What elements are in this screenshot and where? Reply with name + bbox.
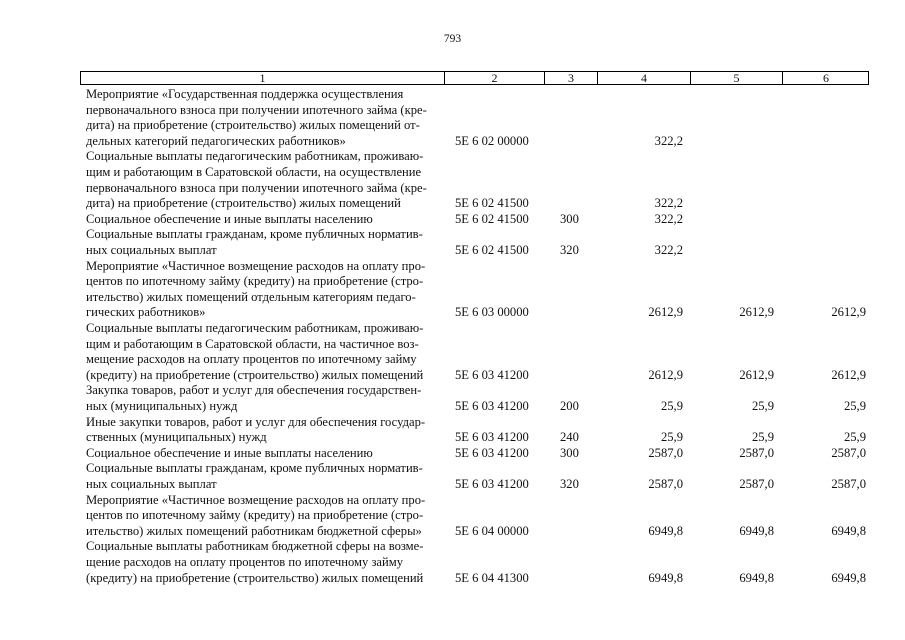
description-line: Социальные выплаты работникам бюджетной сферы на возме- xyxy=(86,539,424,554)
row-value-col5: 2612,9 xyxy=(739,305,774,320)
row-description xyxy=(86,446,441,462)
description-line: Иные закупки товаров, работ и услуг для обеспечения госудaр- xyxy=(86,414,426,429)
row-type: 300 xyxy=(560,445,579,460)
row-code: 5Е 6 02 41500 xyxy=(455,211,529,226)
row-code: 5Е 6 03 41200 xyxy=(455,445,529,460)
row-code: 5Е 6 03 41200 xyxy=(455,430,529,445)
description-line: щим и работающим в Саратовской области, на частичное воз- xyxy=(86,336,419,351)
row-value-col6: 25,9 xyxy=(843,398,866,413)
description-line: ственных (муниципальных) нужд xyxy=(86,430,267,445)
description-line: Мероприятие «Частичное возмещение расходов на оплату про- xyxy=(86,492,426,507)
row-description xyxy=(86,149,441,211)
row-value-col4: 25,9 xyxy=(660,398,683,413)
header-col-1: 1 xyxy=(259,71,266,85)
row-description xyxy=(86,461,441,492)
row-value-col5: 2587,0 xyxy=(739,476,774,491)
row-code: 5Е 6 03 41200 xyxy=(455,367,529,382)
row-value-col4: 2612,9 xyxy=(648,305,683,320)
row-value-col4: 2587,0 xyxy=(648,476,683,491)
description-line: первоначального взноса при получении ипотечного займа (кре- xyxy=(86,180,427,195)
description-line: ных социальных выплат xyxy=(86,242,217,257)
description-line: Социальные выплаты педагогическим работникам, проживаю- xyxy=(86,149,424,164)
row-value-col4: 322,2 xyxy=(654,242,683,257)
row-code: 5Е 6 03 00000 xyxy=(455,305,529,320)
description-line: дита) на приобретение (строительство) жилых помещений xyxy=(86,196,401,211)
description-line: Мероприятие «Частичное возмещение расходов на оплату про- xyxy=(86,258,426,273)
table-row xyxy=(0,493,905,540)
row-value-col4: 322,2 xyxy=(654,196,683,211)
header-col-3: 3 xyxy=(544,72,597,84)
description-line: Закупка товаров, работ и услуг для обеспечения государствен- xyxy=(86,383,422,398)
description-line: ных социальных выплат xyxy=(86,476,217,491)
row-value-col6: 2587,0 xyxy=(831,445,866,460)
description-line: (кредиту) на приобретение (строительство) жилых помещений xyxy=(86,367,424,382)
row-description xyxy=(86,539,441,586)
row-code: 5Е 6 04 00000 xyxy=(455,523,529,538)
description-line: Социальные выплаты гражданам, кроме публичных норматив- xyxy=(86,461,423,476)
row-value-col4: 322,2 xyxy=(654,211,683,226)
row-value-col6: 6949,8 xyxy=(831,523,866,538)
row-description xyxy=(86,415,441,446)
row-description xyxy=(86,227,441,258)
row-value-col5: 6949,8 xyxy=(739,523,774,538)
description-line: Социальные выплаты гражданам, кроме публичных норматив- xyxy=(86,227,423,242)
row-value-col5: 6949,8 xyxy=(739,570,774,585)
row-value-col5: 2612,9 xyxy=(739,367,774,382)
description-line: щение расходов на оплату процентов по ипотечному займу xyxy=(86,554,404,569)
row-type: 300 xyxy=(560,211,579,226)
description-line: дита) на приобретение (строительство) жилых помещений от- xyxy=(86,118,420,133)
row-description xyxy=(86,212,441,228)
row-value-col5: 25,9 xyxy=(751,430,774,445)
row-value-col5: 25,9 xyxy=(751,398,774,413)
row-description xyxy=(86,383,441,414)
table-row xyxy=(0,539,905,586)
row-code: 5Е 6 02 41500 xyxy=(455,242,529,257)
row-value-col6: 25,9 xyxy=(843,430,866,445)
row-code: 5Е 6 02 00000 xyxy=(455,133,529,148)
row-value-col5: 2587,0 xyxy=(739,445,774,460)
row-description xyxy=(86,259,441,321)
table-row xyxy=(0,227,905,258)
row-value-col6: 2612,9 xyxy=(831,305,866,320)
row-code: 5Е 6 04 41300 xyxy=(455,570,529,585)
description-line: центов по ипотечному займу (кредиту) на приобретение (стро- xyxy=(86,508,424,523)
table-row xyxy=(0,415,905,446)
row-code: 5Е 6 03 41200 xyxy=(455,398,529,413)
header-col-5: 5 xyxy=(690,72,782,84)
row-value-col6: 2612,9 xyxy=(831,367,866,382)
page-number: 793 xyxy=(443,33,462,45)
description-line: ительство) жилых помещений отдельным категориям педаго- xyxy=(86,289,416,304)
description-line: центов по ипотечному займу (кредиту) на приобретение (стро- xyxy=(86,274,424,289)
description-line: мещение расходов на оплату процентов по ипотечному займу xyxy=(86,352,417,367)
description-line: Социальное обеспечение и иные выплаты населению xyxy=(86,211,373,226)
row-code: 5Е 6 02 41500 xyxy=(455,196,529,211)
description-line: первоначального взноса при получении ипотечного займа (кре- xyxy=(86,102,427,117)
row-type: 200 xyxy=(560,398,579,413)
row-description xyxy=(86,87,441,149)
row-value-col4: 322,2 xyxy=(654,133,683,148)
row-type: 320 xyxy=(560,476,579,491)
header-col-6: 6 xyxy=(782,72,869,84)
row-value-col6: 2587,0 xyxy=(831,476,866,491)
row-code: 5Е 6 03 41200 xyxy=(455,476,529,491)
table-row xyxy=(0,461,905,492)
table-row xyxy=(0,446,905,462)
row-type: 240 xyxy=(560,430,579,445)
table-row xyxy=(0,259,905,321)
header-col-2: 2 xyxy=(444,72,544,84)
description-line: (кредиту) на приобретение (строительство) жилых помещений xyxy=(86,570,424,585)
row-value-col4: 2612,9 xyxy=(648,367,683,382)
row-type: 320 xyxy=(560,242,579,257)
header-col-4: 4 xyxy=(597,72,690,84)
row-value-col4: 2587,0 xyxy=(648,445,683,460)
row-description xyxy=(86,493,441,540)
table-row xyxy=(0,87,905,149)
table-row xyxy=(0,321,905,383)
table-row xyxy=(0,383,905,414)
description-line: ительство) жилых помещений работникам бюджетной сферы» xyxy=(86,523,422,538)
description-line: щим и работающим в Саратовской области, на осуществление xyxy=(86,164,422,179)
description-line: гических работников» xyxy=(86,305,206,320)
description-line: Социальные выплаты педагогическим работникам, проживаю- xyxy=(86,321,424,335)
row-value-col4: 6949,8 xyxy=(648,523,683,538)
row-value-col4: 6949,8 xyxy=(648,570,683,585)
table-row xyxy=(0,212,905,228)
description-line: дельных категорий педагогических работников» xyxy=(86,133,346,148)
description-line: Социальное обеспечение и иные выплаты населению xyxy=(86,445,373,460)
row-value-col4: 25,9 xyxy=(660,430,683,445)
table-row xyxy=(0,149,905,211)
row-value-col6: 6949,8 xyxy=(831,570,866,585)
table-header xyxy=(80,71,869,85)
description-line: ных (муниципальных) нужд xyxy=(86,398,238,413)
description-line: Мероприятие «Государственная поддержка осуществления xyxy=(86,87,404,101)
row-description xyxy=(86,321,441,383)
